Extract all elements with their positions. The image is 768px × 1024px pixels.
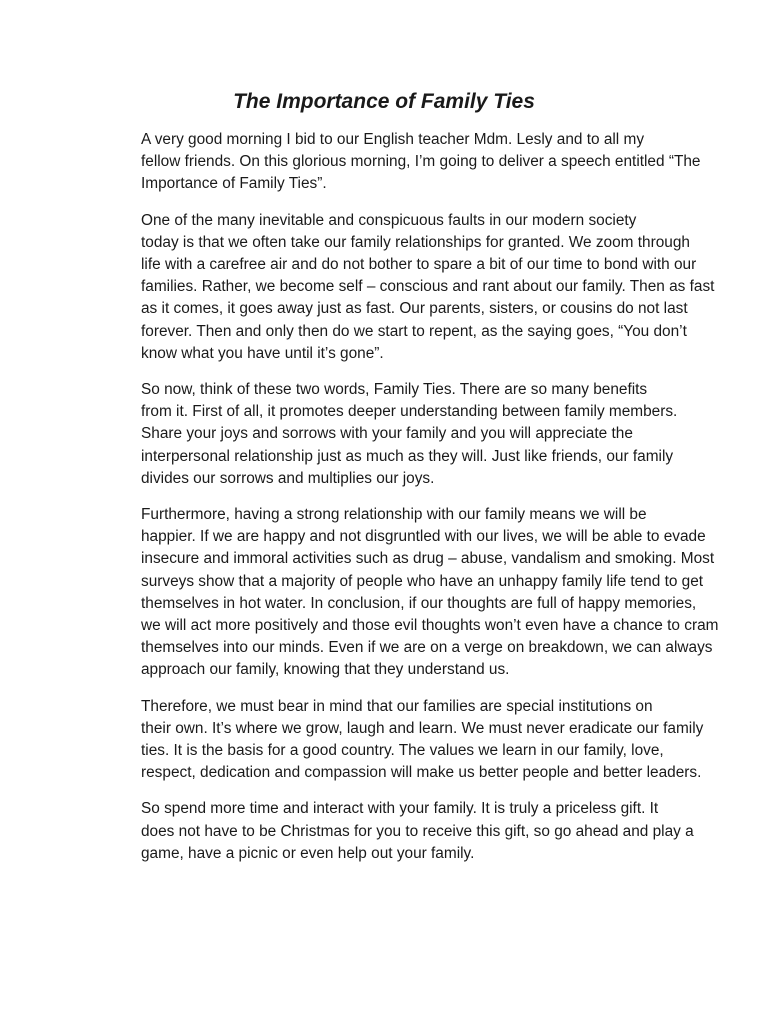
paragraph-3: [93, 379, 681, 490]
text-line: Furthermore, having a strong relationship with our family means we will be: [141, 506, 647, 524]
paragraph-5: [93, 696, 704, 785]
text-line: interpersonal relationship just as much as they will. Just like friends, our family: [141, 447, 674, 465]
text-line: themselves into our minds. Even if we are on a verge on breakdown, we can always: [141, 639, 713, 657]
paragraph-6: [93, 798, 694, 865]
text-line: today is that we often take our family relationships for granted. We zoom through: [141, 233, 690, 251]
text-line: themselves in hot water. In conclusion, if our thoughts are full of happy memories,: [141, 594, 697, 612]
text-line: from it. First of all, it promotes deeper understanding between family members.: [141, 403, 678, 421]
text-line: insecure and immoral activities such as drug – abuse, vandalism and smoking. Most: [141, 550, 715, 568]
text-line: happier. If we are happy and not disgruntled with our lives, we will be able to evade: [141, 528, 706, 546]
text-line: respect, dedication and compassion will make us better people and better leaders.: [141, 764, 702, 782]
text-line: game, have a picnic or even help out your family.: [141, 844, 475, 862]
text-line: divides our sorrows and multiplies our joys.: [141, 469, 435, 487]
text-line: life with a carefree air and do not bother to spare a bit of our time to bond with our: [141, 256, 697, 274]
text-line: know what you have until it’s gone”.: [141, 344, 384, 362]
paragraph-1: [93, 129, 701, 196]
document-body: [93, 129, 719, 879]
text-line: Importance of Family Ties”.: [141, 175, 327, 193]
text-line: surveys show that a majority of people who have an unhappy family life tend to get: [141, 572, 704, 590]
text-line: does not have to be Christmas for you to receive this gift, so go ahead and play a: [141, 822, 694, 840]
text-line: ties. It is the basis for a good country. The values we learn in our family, love,: [141, 742, 664, 760]
text-line: forever. Then and only then do we start to repent, as the saying goes, “You don’t: [141, 322, 687, 340]
text-line: Share your joys and sorrows with your family and you will appreciate the: [141, 425, 633, 443]
text-line: we will act more positively and those evil thoughts won’t even have a chance to cram: [141, 617, 719, 635]
text-line: One of the many inevitable and conspicuous faults in our modern society: [141, 211, 637, 229]
text-line: as it comes, it goes away just as fast. Our parents, sisters, or cousins do not last: [141, 300, 688, 318]
text-line: their own. It’s where we grow, laugh and learn. We must never eradicate our family: [141, 719, 704, 737]
document-title: The Importance of Family Ties: [233, 90, 535, 113]
paragraph-4: [93, 504, 719, 682]
text-line: families. Rather, we become self – conscious and rant about our family. Then as fast: [141, 278, 715, 296]
text-line: So now, think of these two words, Family Ties. There are so many benefits: [141, 381, 648, 399]
text-line: approach our family, knowing that they understand us.: [141, 661, 510, 679]
paragraph-2: [93, 210, 715, 365]
text-line: A very good morning I bid to our English teacher Mdm. Lesly and to all my: [141, 131, 645, 148]
text-line: Therefore, we must bear in mind that our families are special institutions on: [141, 697, 653, 715]
text-line: fellow friends. On this glorious morning, I’m going to deliver a speech entitled “The: [141, 153, 701, 171]
text-line: So spend more time and interact with your family. It is truly a priceless gift. It: [141, 800, 659, 818]
